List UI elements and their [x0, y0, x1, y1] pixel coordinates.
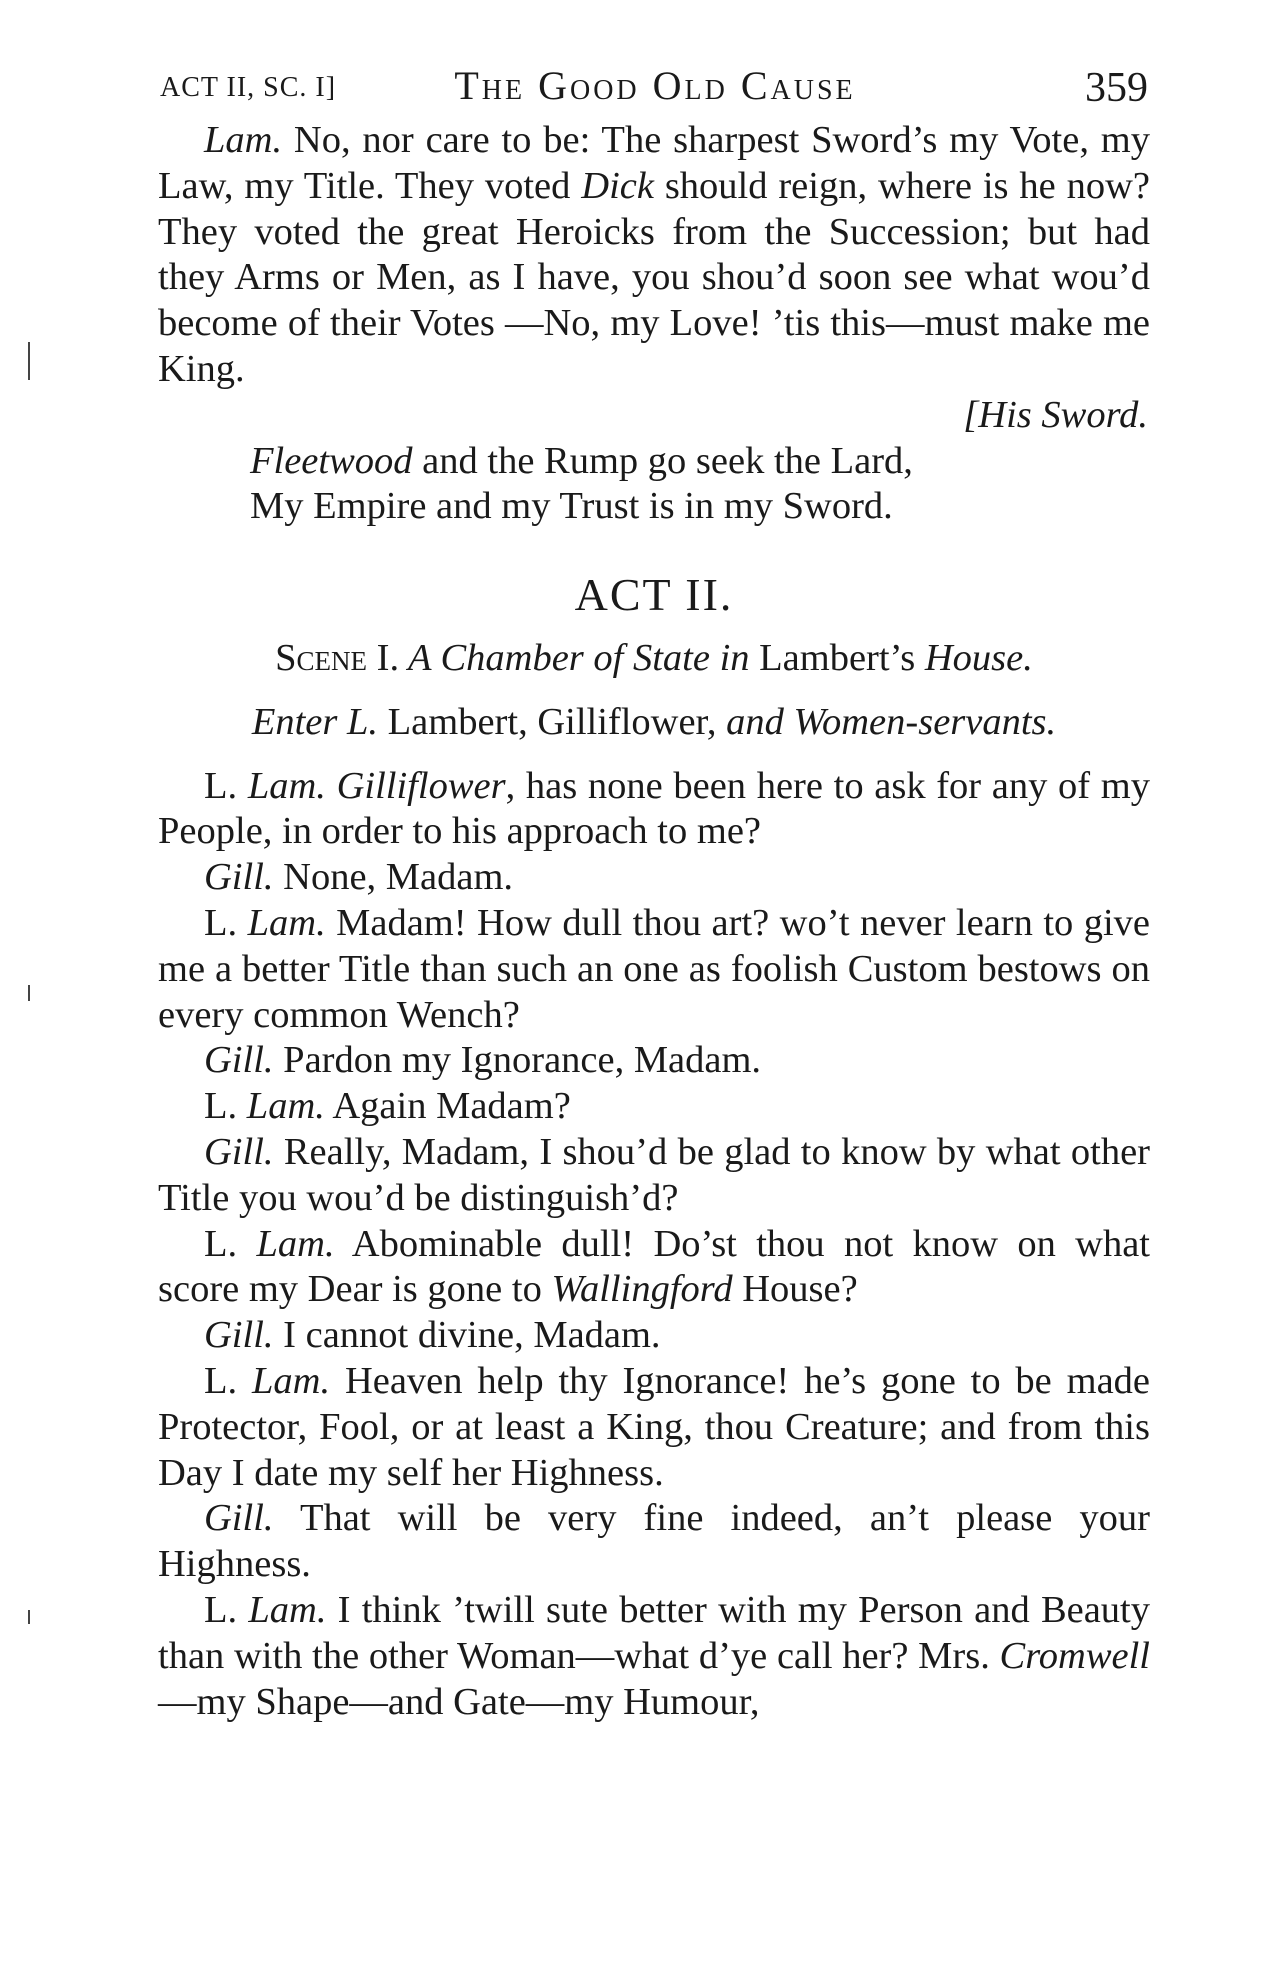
italic-name: Cromwell: [999, 1634, 1150, 1677]
speaker-prefix: L.: [204, 1222, 238, 1265]
dialogue-line: [158, 1359, 1150, 1496]
speech-text: That will be very fine indeed, an’t please your Highness.: [158, 1497, 1150, 1586]
speaker-name: Lam.: [237, 1359, 331, 1402]
italic-name: Gilliflower: [325, 764, 506, 807]
speaker-name: Gill.: [204, 856, 274, 899]
stage-direction: [His Sword.: [963, 393, 1148, 436]
dialogue: [158, 764, 1150, 1726]
dialogue-line: [158, 1084, 1150, 1130]
act-heading: ACT II.: [574, 569, 734, 621]
speech-text: Pardon my Ignorance, Madam.: [273, 1039, 762, 1082]
lambert-speech: [158, 118, 1150, 393]
dialogue-line: [158, 1130, 1150, 1222]
speech-text: , has none been here to ask for any of my People, in order to his approach to me?: [158, 764, 1150, 853]
running-header: [158, 62, 1152, 118]
dialogue-line: [158, 764, 1150, 856]
speaker-name: Lam.: [237, 901, 326, 944]
speaker-prefix: L.: [204, 764, 238, 807]
speech-text: Madam! How dull thou art? wo’t never learn to give me a better Title than such an one as foolish Custom bestows on every common Wench?: [158, 901, 1150, 1036]
dialogue-line: [158, 1222, 1150, 1314]
speech-text: —my Shape—and Gate—my Humour,: [158, 1680, 760, 1723]
margin-mark: [28, 985, 30, 1001]
speech-text-continued: should reign, where is he now? They voted the great Heroicks from the Succession; but had they Arms or Men, as I have, you shou’d soon see what wou’d become of their Votes —No, my Love! ’tis this—must make me King.: [158, 164, 1150, 390]
speaker-name: Lam.: [237, 1588, 327, 1631]
speaker-prefix: L.: [204, 901, 238, 944]
margin-mark: [28, 360, 30, 380]
dialogue-line: [158, 1038, 1150, 1084]
running-head-act-scene: ACT II, SC. I]: [160, 72, 337, 103]
verse-line-2: My Empire and my Trust is in my Sword.: [250, 485, 893, 528]
speech-text: Heaven help thy Ignorance! he’s gone to be made Protector, Fool, or at least a King, thou Creature; and from this Day I date my self her Highness.: [158, 1359, 1150, 1494]
dialogue-line: [158, 1588, 1150, 1725]
verse-couplet: [158, 439, 1150, 531]
page-body: [158, 118, 1150, 1725]
speaker-prefix: L.: [204, 1359, 238, 1402]
speaker-name: Lam.: [237, 764, 326, 807]
speech-text: House?: [732, 1268, 858, 1311]
speaker-name: Lam.: [204, 119, 283, 161]
speech-text: No, nor care to be: The sharpest Sword’s my Vote, my Law, my Title. They voted: [158, 119, 1150, 207]
speaker-prefix: L.: [204, 1085, 238, 1128]
speech-text: None, Madam.: [273, 856, 514, 899]
speaker-name: Lam.: [237, 1222, 335, 1265]
speaker-prefix: L.: [204, 1588, 238, 1631]
verse-line-1: Fleetwood and the Rump go seek the Lard,: [250, 439, 913, 482]
margin-mark: [28, 1610, 30, 1624]
speech-text: Really, Madam, I shou’d be glad to know by what other Title you wou’d be distinguish’d?: [158, 1130, 1150, 1219]
speaker-name: Gill.: [204, 1130, 274, 1173]
dialogue-line: [158, 1496, 1150, 1588]
dialogue-line: [158, 901, 1150, 1038]
dialogue-line: [158, 1313, 1150, 1359]
speech-text: Abominable dull! Do’st thou not know on what score my Dear is gone to: [158, 1222, 1151, 1311]
speaker-name: Gill.: [204, 1039, 274, 1082]
name-dick: Dick: [581, 164, 654, 207]
speech-text: I cannot divine, Madam.: [273, 1314, 661, 1357]
italic-name: Wallingford: [551, 1268, 733, 1311]
speech-text: Again Madam?: [324, 1085, 571, 1128]
speaker-name: Lam.: [237, 1085, 325, 1128]
scene-heading: Scene I. A Chamber of State in Lambert’s House.: [275, 636, 1033, 679]
entrance-direction: Enter L. Lambert, Gilliflower, and Women-servants.: [251, 700, 1057, 743]
speaker-name: Gill.: [204, 1314, 274, 1357]
speech-text: I think ’twill sute better with my Person and Beauty than with the other Woman—what d’ye call her? Mrs.: [158, 1588, 1150, 1677]
speaker-name: Gill.: [204, 1497, 274, 1540]
dialogue-line: [158, 855, 1150, 901]
running-head-title: The Good Old Cause: [454, 63, 856, 108]
page-number: 359: [1085, 65, 1148, 111]
